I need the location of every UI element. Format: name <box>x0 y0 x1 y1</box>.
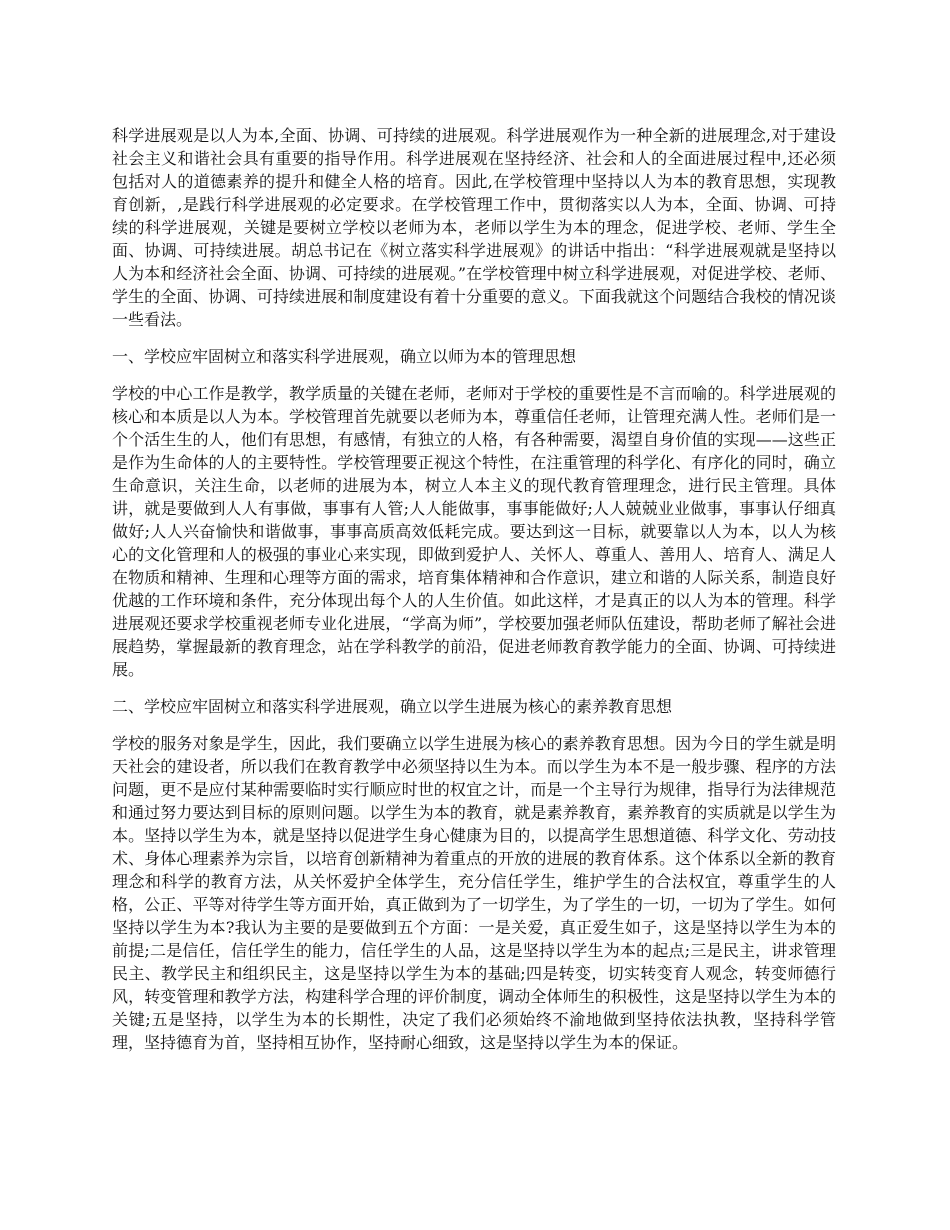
section-2-paragraph: 学校的服务对象是学生，因此，我们要确立以学生进展为核心的素养教育思想。因为今日的学生就是明天社会的建设者，所以我们在教育教学中必须坚持以生为本。而以学生为本不是一般步骤、程序的方法问题，更不是应付某种需要临时实行顺应时世的权宜之计，而是一个主导行为规律，指导行为法律规范和通过努力要达到目标的原则问题。以学生为本的教育，就是素养教育，素养教育的实质就是以学生为本。坚持以学生为本，就是坚持以促进学生身心健康为目的，以提高学生思想道德、科学文化、劳动技术、身体心理素养为宗旨，以培育创新精神为着重点的开放的进展的教育体系。这个体系以全新的教育理念和科学的教育方法，从关怀爱护全体学生，充分信任学生，维护学生的合法权宜，尊重学生的人格，公正、平等对待学生等方面开始，真正做到为了一切学生，为了学生的一切，一切为了学生。如何坚持以学生为本?我认为主要的是要做到五个方面：一是关爱，真正爱生如子，这是坚持以学生为本的前提;二是信任，信任学生的能力，信任学生的人品，这是坚持以学生为本的起点;三是民主，讲求管理民主、教学民主和组织民主，这是坚持以学生为本的基础;四是转变，切实转变育人观念，转变师德行风，转变管理和教学方法，构建科学合理的评价制度，调动全体师生的积极性，这是坚持以学生为本的关键;五是坚持，以学生为本的长期性，决定了我们必须始终不渝地做到坚持依法执教，坚持科学管理，坚持德育为首，坚持相互协作，坚持耐心细致，这是坚持以学生为本的保证。 <box>112 734 836 1052</box>
intro-paragraph: 科学进展观是以人为本,全面、协调、可持续的进展观。科学进展观作为一种全新的进展理念,对于建设社会主义和谐社会具有重要的指导作用。科学进展观在坚持经济、社会和人的全面进展过程中,还必须包括对人的道德素养的提升和健全人格的培育。因此,在学校管理中坚持以人为本的教育思想，实现教育创新，,是践行科学进展观的必定要求。在学校管理工作中，贯彻落实以人为本，全面、协调、可持续的科学进展观，关键是要树立学校以老师为本，老师以学生为本的理念，促进学校、老师、学生全面、协调、可持续进展。胡总书记在《树立落实科学进展观》的讲话中指出：“科学进展观就是坚持以人为本和经济社会全面、协调、可持续的进展观。”在学校管理中树立科学进展观，对促进学校、老师、学生的全面、协调、可持续进展和制度建设有着十分重要的意义。下面我就这个问题结合我校的情况谈一些看法。 <box>112 126 836 329</box>
section-heading-1: 一、学校应牢固树立和落实科学进展观，确立以师为本的管理思想 <box>112 347 577 366</box>
document-page <box>112 124 836 1068</box>
section-heading-2: 二、学校应牢固树立和落实科学进展观，确立以学生进展为核心的素养教育思想 <box>112 697 673 716</box>
section-1-paragraph: 学校的中心工作是教学，教学质量的关键在老师，老师对于学校的重要性是不言而喻的。科学进展观的核心和本质是以人为本。学校管理首先就要以老师为本，尊重信任老师，让管理充满人性。老师们是一个个活生生的人，他们有思想，有感情，有独立的人格，有各种需要，渴望自身价值的实现——这些正是作为生命体的人的主要特性。学校管理要正视这个特性，在注重管理的科学化、有序化的同时，确立生命意识，关注生命，以老师的进展为本，树立人本主义的现代教育管理理念，进行民主管理。具体讲，就是要做到人人有事做，事事有人管;人人能做事，事事能做好;人人兢兢业业做事，事事认仔细真做好;人人兴奋愉快和谐做事，事事高质高效低耗完成。要达到这一目标，就要靠以人为本，以人为核心的文化管理和人的极强的事业心来实现，即做到爱护人、关怀人、尊重人、善用人、培育人、满足人在物质和精神、生理和心理等方面的需求，培育集体精神和合作意识，建立和谐的人际关系，制造良好优越的工作环境和条件，充分体现出每个人的人生价值。如此这样，才是真正的以人为本的管理。科学进展观还要求学校重视老师专业化进展，“学高为师”，学校要加强老师队伍建设，帮助老师了解社会进展趋势，掌握最新的教育理念，站在学科教学的前沿，促进老师教育教学能力的全面、协调、可持续进展。 <box>112 384 836 679</box>
